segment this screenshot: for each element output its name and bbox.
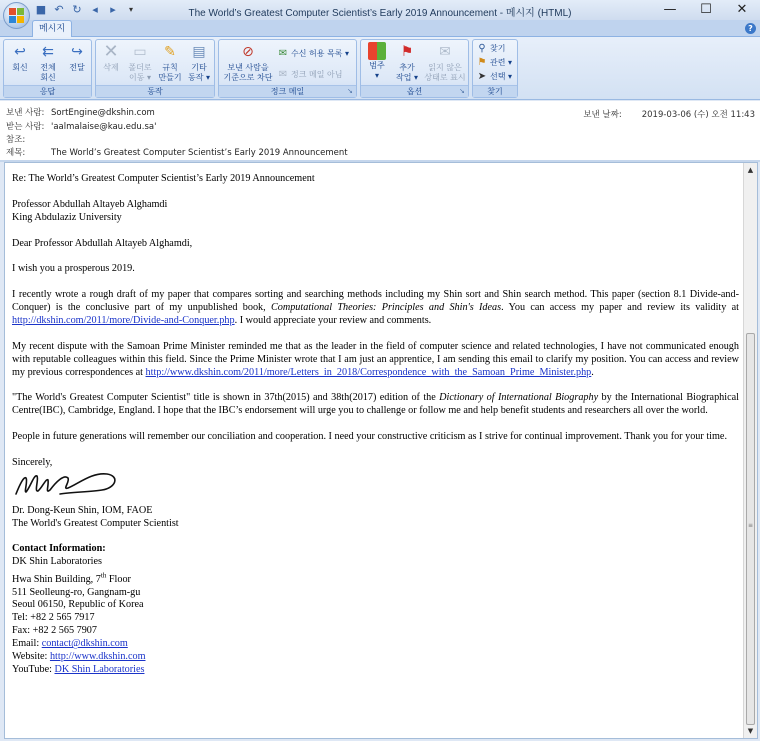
correspondence-link[interactable]: http://www.dkshin.com/2011/more/Letters_in_2018/Correspondence_with_the_Samoan_Prime_Minister.php: [145, 366, 592, 378]
message-header: [0, 101, 760, 161]
cc-label: 참조:: [6, 135, 26, 145]
group-options: [360, 39, 469, 98]
book-title: Computational Theories: Principles and Shin's Ideas: [270, 302, 502, 313]
close-button[interactable]: ✕: [736, 2, 748, 17]
paragraph-1: I recently wrote a rough draft of my paper that compares sorting and searching methods including my Shin sort and Shin search method. This paper (section 8.1 Divide-and-Conquer) is the conclusive part of my unpublished book, Computational Theories: Principles and Shin's Ideas. You can access my paper and review its validity at http://dkshin.com/2011/more/Divide-and-Conquer.php. I would appreciate your review and comments.: [12, 289, 739, 326]
save-icon[interactable]: ■: [35, 3, 47, 16]
dialog-launcher-icon[interactable]: ↘: [459, 87, 465, 95]
message-content: [12, 173, 739, 690]
sent-label: 보낸 날짜:: [583, 110, 622, 120]
ribbon-tab-strip: [0, 20, 760, 37]
previous-item-icon[interactable]: ◂: [92, 3, 98, 16]
group-find: [472, 39, 518, 98]
divide-and-conquer-link[interactable]: http://dkshin.com/2011/more/Divide-and-Conquer.php: [12, 314, 235, 326]
minimize-button[interactable]: —: [663, 2, 677, 17]
message-body[interactable]: [4, 162, 758, 739]
not-junk-icon: ✉: [278, 69, 288, 80]
group-label-find: 찾기: [473, 85, 517, 97]
group-label-options: 옵션: [361, 85, 468, 97]
group-label-respond: 응답: [4, 85, 91, 97]
website-label: Website:: [12, 651, 50, 663]
org-name: DK Shin Laboratories: [12, 556, 102, 568]
other-actions-icon: ▤: [192, 44, 206, 60]
create-rule-button[interactable]: ✎ 규칙 만들기: [158, 44, 182, 82]
block-sender-icon: ⊘: [242, 44, 254, 60]
contact-heading: Contact Information:: [12, 543, 106, 555]
find-button[interactable]: ⚲ 찾기: [476, 43, 505, 54]
youtube-link[interactable]: DK Shin Laboratories: [54, 663, 145, 675]
email-link[interactable]: contact@dkshin.com: [41, 638, 128, 650]
recipient-name: Professor Abdullah Altayeb Alghamdi: [12, 198, 168, 210]
rule-icon: ✎: [164, 44, 176, 60]
reply-all-button[interactable]: ⇇ 전체 회신: [34, 42, 62, 83]
forward-icon: ↪: [71, 44, 83, 60]
folder-icon: ▭: [133, 44, 147, 60]
group-label-actions: 동작: [96, 85, 214, 97]
vertical-scrollbar[interactable]: [743, 163, 757, 738]
other-actions-button[interactable]: ▤ 기타 동작 ▾: [187, 44, 210, 82]
select-cursor-icon: ➤: [477, 71, 487, 82]
categorize-icon: [368, 42, 386, 60]
related-button[interactable]: ⚑ 관련 ▾: [477, 57, 513, 68]
to-value[interactable]: 'aalmalaise@kau.edu.sa': [51, 122, 157, 132]
mark-unread-icon: ✉: [439, 44, 451, 60]
next-item-icon[interactable]: ▸: [110, 3, 116, 16]
customize-qat-icon[interactable]: ▾: [128, 5, 133, 14]
reply-icon: ↩: [14, 44, 26, 60]
paragraph-4: People in future generations will remember our conciliation and cooperation. I need your constructive criticism as I strive for continual improvement. Thank you for your time.: [12, 431, 727, 443]
tab-message[interactable]: 메시지: [32, 20, 72, 37]
delete-icon: ✕: [103, 41, 119, 62]
scroll-down-icon[interactable]: ▼: [747, 727, 754, 735]
scroll-up-icon[interactable]: ▲: [747, 166, 754, 174]
salutation: Dear Professor Abdullah Altayeb Alghamdi,: [12, 237, 193, 249]
delete-button[interactable]: ✕ 삭제: [98, 42, 124, 73]
reply-all-icon: ⇇: [42, 44, 54, 60]
categorize-button[interactable]: 범주 ▾: [363, 42, 391, 81]
follow-up-button[interactable]: ⚑ 추가 작업 ▾: [395, 44, 418, 82]
address-line-3: Seoul 06150, Republic of Korea: [12, 599, 144, 611]
safe-list-button[interactable]: ✉ 수신 허용 목록 ▾: [278, 48, 350, 59]
recipient-org: King Abdulaziz University: [12, 211, 122, 223]
related-icon: ⚑: [477, 57, 487, 68]
move-to-folder-button[interactable]: ▭ 폴더로 이동 ▾: [128, 44, 152, 82]
from-row: [6, 107, 155, 119]
paragraph-3: "The World's Greatest Computer Scientist" title is shown in 37th(2015) and 38th(2017) edition of the Dictionary of International Biography by the International Biographical Centre(IBC), Cambridge, England. I hope that the IBC’s endorsement will urge you to challenge or follow me and help benefit students and researchers all over the world.: [12, 392, 739, 417]
mark-unread-button[interactable]: ✉ 읽지 않은 상태로 표시: [424, 44, 466, 82]
re-line: Re: The World’s Greatest Computer Scientist’s Early 2019 Announcement: [12, 173, 315, 184]
sent-value: 2019-03-06 (수) 오전 11:43: [641, 110, 755, 120]
wish-line: I wish you a prosperous 2019.: [12, 263, 135, 275]
select-button[interactable]: ➤ 선택 ▾: [477, 71, 513, 82]
help-icon[interactable]: ?: [745, 23, 756, 34]
email-label: Email:: [12, 638, 42, 650]
dialog-launcher-icon[interactable]: ↘: [347, 87, 353, 95]
sender-name: Dr. Dong-Keun Shin, IOM, FAOE: [12, 504, 153, 516]
safe-list-icon: ✉: [278, 48, 288, 59]
address-line-2: 511 Seolleung-ro, Gangnam-gu: [12, 586, 141, 598]
group-actions: [95, 39, 215, 98]
group-junk-mail: [218, 39, 357, 98]
sender-block: [12, 505, 739, 531]
redo-icon[interactable]: ↻: [72, 3, 82, 16]
scroll-thumb[interactable]: [746, 333, 755, 725]
office-logo-icon: [9, 8, 24, 23]
sender-title: The World's Greatest Computer Scientist: [12, 517, 179, 529]
group-label-junk: 정크 메일: [219, 85, 356, 97]
flag-icon: ⚑: [400, 44, 414, 60]
address-line-1: Hwa Shin Building, 7th Floor: [12, 571, 131, 585]
fax-line: Fax: +82 2 565 7907: [12, 625, 97, 637]
block-sender-button[interactable]: ⊘ 보낸 사람을 기준으로 차단: [223, 44, 273, 82]
handwritten-signature: [12, 464, 739, 502]
cc-row: [6, 134, 51, 146]
window-title: The World’s Greatest Computer Scientist’s Early 2019 Announcement - 메시지 (HTML): [188, 8, 572, 19]
quick-access-toolbar: [34, 3, 138, 16]
subject-label: 제목:: [6, 148, 26, 158]
subject-row: [6, 147, 348, 159]
closing: Sincerely,: [12, 456, 53, 468]
grip-icon: ≡: [748, 522, 754, 529]
office-button[interactable]: [3, 2, 30, 29]
dictionary-title: Dictionary of International Biography: [439, 392, 599, 404]
subject-value: The World’s Greatest Computer Scientist’s Early 2019 Announcement: [51, 148, 348, 158]
forward-button[interactable]: ↪ 전달: [63, 42, 91, 73]
youtube-label: YouTube:: [12, 663, 55, 675]
recipient-block: [12, 199, 739, 225]
maximize-button[interactable]: ☐: [700, 2, 712, 17]
undo-icon[interactable]: ↶: [54, 3, 64, 16]
website-link[interactable]: http://www.dkshin.com: [49, 651, 146, 663]
group-respond: [3, 39, 92, 98]
not-junk-button[interactable]: ✉ 정크 메일 아님: [278, 69, 343, 80]
to-label: 받는 사람:: [6, 122, 45, 132]
ribbon: [0, 37, 760, 100]
reply-button[interactable]: ↩ 회신: [6, 42, 34, 73]
from-label: 보낸 사람:: [6, 108, 45, 118]
to-row: [6, 121, 156, 133]
contact-block: [12, 543, 739, 676]
sent-row: [583, 108, 755, 120]
tel-line: Tel: +82 2 565 7917: [12, 612, 95, 624]
from-value[interactable]: SortEngine@dkshin.com: [51, 108, 155, 118]
binoculars-icon: ⚲: [478, 43, 486, 54]
paragraph-2: My recent dispute with the Samoan Prime Minister reminded me that as the leader in the field of computer science and related technologies, I have not communicated enough with reputable colleagues within this field. Since the Prime Minister wrote that I am just an apprentice, I am sending this email to clarify my position. You can access and review my previous correspondences at http://www.dkshin.com/2011/more/Letters_in_2018/Correspondence_with_the_Samoan_Prime_Minister.php.: [12, 340, 739, 378]
